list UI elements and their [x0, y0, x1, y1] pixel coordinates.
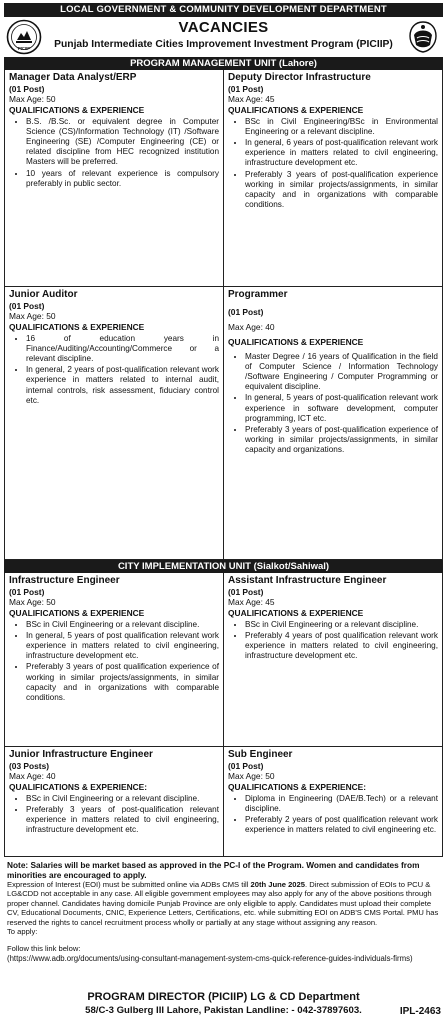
list-item: • Preferably 4 years of post qualification relevant work experience in matters related to civil engineering, infrastructure development etc. [245, 631, 438, 662]
job-row [4, 287, 443, 560]
job-max-age: Max Age: 45 [228, 94, 275, 105]
job-title: Sub Engineer [228, 749, 293, 760]
instructions-text: Expression of Interest (EOI) must be submitted online via ADBs CMS till [7, 880, 251, 889]
job-row [4, 747, 443, 857]
bullet-list [9, 117, 219, 189]
header [4, 17, 443, 57]
page-title: VACANCIES [178, 19, 269, 36]
job-title: Programmer [228, 289, 288, 300]
program-name: Punjab Intermediate Cities Improvement Investment Program (PICIIP) [54, 39, 393, 50]
punjab-emblem-icon [405, 19, 441, 55]
qualifications-label: QUALIFICATIONS & EXPERIENCE: [228, 782, 367, 793]
list-item: • Preferably 3 years of post qualification experience of working in similar projects/assignments, in similar capacity and in organizations with comparable conditions. [26, 662, 219, 703]
list-item: • Preferably 3 years of post-qualification experience of working in similar projects/assignments, in similar capacity and organizations. [245, 425, 438, 456]
job-card-assistant-infrastructure-engineer [223, 573, 442, 746]
contact-address: 58/C-3 Gulberg III Lahore, Pakistan Landline: - 042-37897603. [85, 1005, 362, 1016]
job-posts: (03 Posts) [9, 761, 50, 771]
job-posts: (01 Post) [9, 84, 45, 94]
reference-number: IPL-2463 [399, 1006, 441, 1017]
list-item: • B.S. /B.Sc. or equivalent degree in Computer Science (CS)/Information Technology (IT) /Software Engineering (SE) /Computer Engineering (CE) or related discipline from HEC recognized institution Masters will be preferred. [26, 117, 219, 168]
job-title: Manager Data Analyst/ERP [9, 72, 137, 83]
job-max-age: Max Age: 50 [9, 311, 56, 322]
job-card-deputy-director-infrastructure [223, 70, 442, 286]
job-card-programmer [223, 287, 442, 559]
list-item: • Preferably 3 years of post-qualification relevant experience in matters related to civil engineering, infrastructure development etc. [26, 805, 219, 836]
job-max-age: Max Age: 45 [228, 597, 275, 608]
bullet-list [228, 117, 438, 211]
list-item: • In general, 5 years of post qualification relevant work experience in matters related to civil engineering, infrastructure development etc. [26, 631, 219, 662]
job-card-junior-infrastructure-engineer [5, 747, 223, 856]
job-title: Infrastructure Engineer [9, 575, 120, 586]
bullet-list [9, 334, 219, 406]
adb-cms-link[interactable]: (https://www.adb.org/documents/using-consultant-management-system-cms-quick-reference-guides-individuals-firms) [7, 953, 413, 963]
job-posts: (01 Post) [9, 301, 45, 311]
list-item: • BSc in Civil Engineering/BSc in Environmental Engineering or a relevant discipline. [245, 117, 438, 137]
bullet-list [9, 620, 219, 704]
qualifications-label: QUALIFICATIONS & EXPERIENCE [9, 608, 145, 619]
qualifications-label: QUALIFICATIONS & EXPERIENCE [228, 608, 364, 619]
job-posts: (01 Post) [228, 307, 264, 317]
list-item: • Preferably 3 years of post-qualification experience working in similar projects/assignments, in similar capacity and in organizations with comparable conditions. [245, 170, 438, 211]
section-heading-pmu: PROGRAM MANAGEMENT UNIT (Lahore) [4, 57, 443, 70]
job-row [4, 573, 443, 747]
notes-section [4, 857, 443, 963]
list-item: • BSc in Civil Engineering or a relevant discipline. [26, 794, 219, 804]
list-item: • BSc in Civil Engineering or a relevant discipline. [245, 620, 438, 630]
job-title: Deputy Director Infrastructure [228, 72, 371, 83]
bullet-list [228, 352, 438, 456]
job-card-manager-data-analyst [5, 70, 223, 286]
job-title: Assistant Infrastructure Engineer [228, 575, 387, 586]
department-banner: LOCAL GOVERNMENT & COMMUNITY DEVELOPMENT DEPARTMENT [4, 3, 443, 17]
bullet-list [228, 620, 438, 662]
job-title: Junior Auditor [9, 289, 78, 300]
job-row [4, 70, 443, 287]
program-director: PROGRAM DIRECTOR (PICIIP) LG & CD Department [87, 991, 360, 1003]
job-max-age: Max Age: 50 [228, 771, 275, 782]
follow-link-label: Follow this link below: [7, 944, 81, 954]
advertisement-page [4, 3, 443, 1021]
qualifications-label: QUALIFICATIONS & EXPERIENCE [9, 105, 145, 116]
bullet-list [9, 794, 219, 836]
list-item: • 16 of education years in Finance/Auditing/Accounting/Commerce or a relevant discipline. [26, 334, 219, 365]
list-item: • Preferably 2 years of post qualification relevant work experience in matters related to civil engineering etc. [245, 815, 438, 835]
qualifications-label: QUALIFICATIONS & EXPERIENCE [9, 322, 145, 333]
instructions-text: . Direct submission of EOIs to PCU & LG&CDD not acceptable in any case. All eligible government employees may also apply for any of the above positions through proper channel. Candidates having domicile Punjab Province are only eligible to apply. Candidates must upload their complete CV, Educational Documents, CNIC, Experience Letters, Certifications, etc. while submitting EOI on ADB'S CMS Portal. PMU has reserved the rights to cancel recruitment process wholly or partially at any stage without assigning any reason. [7, 880, 439, 927]
salary-note: Note: Salaries will be market based as approved in the PC-I of the Program. Women and candidates from minorities are encouraged to apply. [7, 860, 420, 880]
qualifications-label: QUALIFICATIONS & EXPERIENCE [228, 337, 364, 348]
job-card-infrastructure-engineer [5, 573, 223, 746]
job-posts: (01 Post) [228, 84, 264, 94]
qualifications-label: QUALIFICATIONS & EXPERIENCE [228, 105, 364, 116]
application-instructions [7, 880, 440, 927]
job-max-age: Max Age: 50 [9, 597, 56, 608]
list-item: • Master Degree / 16 years of Qualification in the field of Computer Science / Information Technology /Software Engineering / Computer Programming or equivalent discipline. [245, 352, 438, 393]
job-posts: (01 Post) [9, 587, 45, 597]
bullet-list [228, 794, 438, 836]
to-apply-label: To apply: [7, 927, 38, 937]
list-item: • Diploma in Engineering (DAE/B.Tech) or a relevant discipline. [245, 794, 438, 814]
job-max-age: Max Age: 40 [9, 771, 56, 782]
job-posts: (01 Post) [228, 587, 264, 597]
job-card-junior-auditor [5, 287, 223, 559]
job-title: Junior Infrastructure Engineer [9, 749, 153, 760]
svg-text:PICIIP: PICIIP [17, 46, 31, 51]
list-item: • In general, 2 years of post-qualification relevant work experience in matters related to internal audit, internal controls, risk assessment, fiduciary control etc. [26, 365, 219, 406]
qualifications-label: QUALIFICATIONS & EXPERIENCE: [9, 782, 148, 793]
list-item: • BSc in Civil Engineering or a relevant discipline. [26, 620, 219, 630]
job-card-sub-engineer [223, 747, 442, 856]
job-max-age: Max Age: 50 [9, 94, 56, 105]
list-item: • 10 years of relevant experience is compulsory preferably in public sector. [26, 169, 219, 189]
footer [4, 991, 443, 1021]
job-posts: (01 Post) [228, 761, 264, 771]
deadline-date: 20th June 2025 [250, 880, 305, 889]
section-heading-ciu: CITY IMPLEMENTATION UNIT (Sialkot/Sahiwal) [4, 560, 443, 573]
job-max-age: Max Age: 40 [228, 322, 275, 333]
list-item: • In general, 5 years of post-qualification relevant work experience in software development, computer programming, ICT etc. [245, 393, 438, 424]
list-item: • In general, 6 years of post-qualification relevant work experience in matters related to civil engineering, infrastructure development etc. [245, 138, 438, 169]
